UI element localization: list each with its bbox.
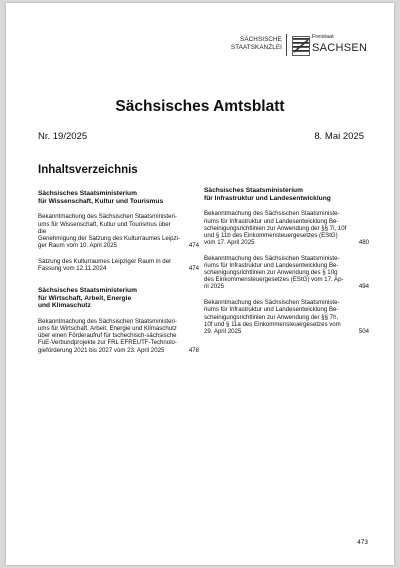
toc-entry[interactable] <box>38 318 199 353</box>
ministry-heading: Sächsisches Staatsministerium für Wissenschaft, Kultur und Tourismus <box>38 190 164 205</box>
toc-entry[interactable] <box>38 258 199 272</box>
toc-entry-text: Bekanntmachung des Sächsischen Staatsministe- riums für Infrastruktur und Landesentwicklung Be- scheinigungsrichtlinien zur Anwendung des § 10g des Einkommensteuergesetzes (EStG) vom 17. Ap- ril 2025 <box>204 254 344 291</box>
toc-entry-page: 504 <box>358 327 369 335</box>
toc-entry-page: 474 <box>188 264 199 272</box>
amtsblatt-page <box>6 3 394 565</box>
page-number: 473 <box>357 539 368 546</box>
toc-entry-text: Satzung des Kulturraumes Leipziger Raum in der Fassung vom 12.11.2024 <box>38 257 172 272</box>
ministry-heading: Sächsisches Staatsministerium für Infrastruktur und Landesentwicklung <box>204 187 331 202</box>
toc-column-left <box>38 190 199 363</box>
toc-entry-page: 478 <box>188 346 199 354</box>
toc-entry-text: Bekanntmachung des Sächsischen Staatsministeri- ums für Wirtschaft, Arbeit, Energie und Klimaschutz über einen Förderaufruf für tschechisch-sächsische FuE-Verbundprojekte zur FRL EFREUTF-Technolo- gieförderung 2021 bis 2027 vom 23. April 2025 <box>38 318 177 354</box>
issue-number: Nr. 19/2025 <box>38 131 88 142</box>
toc-heading: Inhaltsverzeichnis <box>38 164 138 176</box>
toc-entry-page: 494 <box>358 283 369 291</box>
staatskanzlei-line-2: STAATSKANZLEI <box>230 44 282 51</box>
staatskanzlei-line-1: SÄCHSISCHE <box>240 36 282 43</box>
toc-entry[interactable] <box>204 255 369 290</box>
toc-entry-page: 474 <box>188 241 199 249</box>
freistaat-label: Freistaat <box>312 34 334 40</box>
header-divider <box>286 34 287 56</box>
sachsen-wordmark: SACHSEN <box>312 42 368 54</box>
toc-entry-text: Bekanntmachung des Sächsischen Staatsministe- riums für Infrastruktur und Landesentwicklung Be- scheinigungsrichtlinien zur Anwendung der §§ 7i, 10f und § 11b des Einkommensteuergesetzes (EStG) vom 17. April 2025 <box>204 210 347 246</box>
toc-column-right <box>204 187 369 344</box>
toc-entry-page: 480 <box>358 238 369 246</box>
issue-date: 8. Mai 2025 <box>314 131 364 142</box>
toc-entry-text: Bekanntmachung des Sächsischen Staatsministe- riums für Infrastruktur und Landesentwicklung Be- scheinigungsrichtlinien zur Anwendung der §§ 7h, 10f und § 11a des Einkommensteuergesetzes vom 29. April 2025 <box>204 299 341 335</box>
ministry-heading: Sächsisches Staatsministerium für Wirtschaft, Arbeit, Energie und Klimaschutz <box>38 287 137 310</box>
toc-entry[interactable] <box>204 210 369 245</box>
publication-title: Sächsisches Amtsblatt <box>115 98 285 115</box>
toc-entry[interactable] <box>38 213 199 248</box>
staatskanzlei-label <box>210 36 282 52</box>
saxony-coat-of-arms-icon <box>292 36 310 56</box>
toc-entry[interactable] <box>204 299 369 334</box>
toc-entry-text: Bekanntmachung des Sächsischen Staatsministeri- ums für Wissenschaft, Kultur und Tourismus über die Genehmigung der Satzung des Kulturraumes Leipzi- ger Raum vom 10. April 2025 <box>38 213 180 249</box>
